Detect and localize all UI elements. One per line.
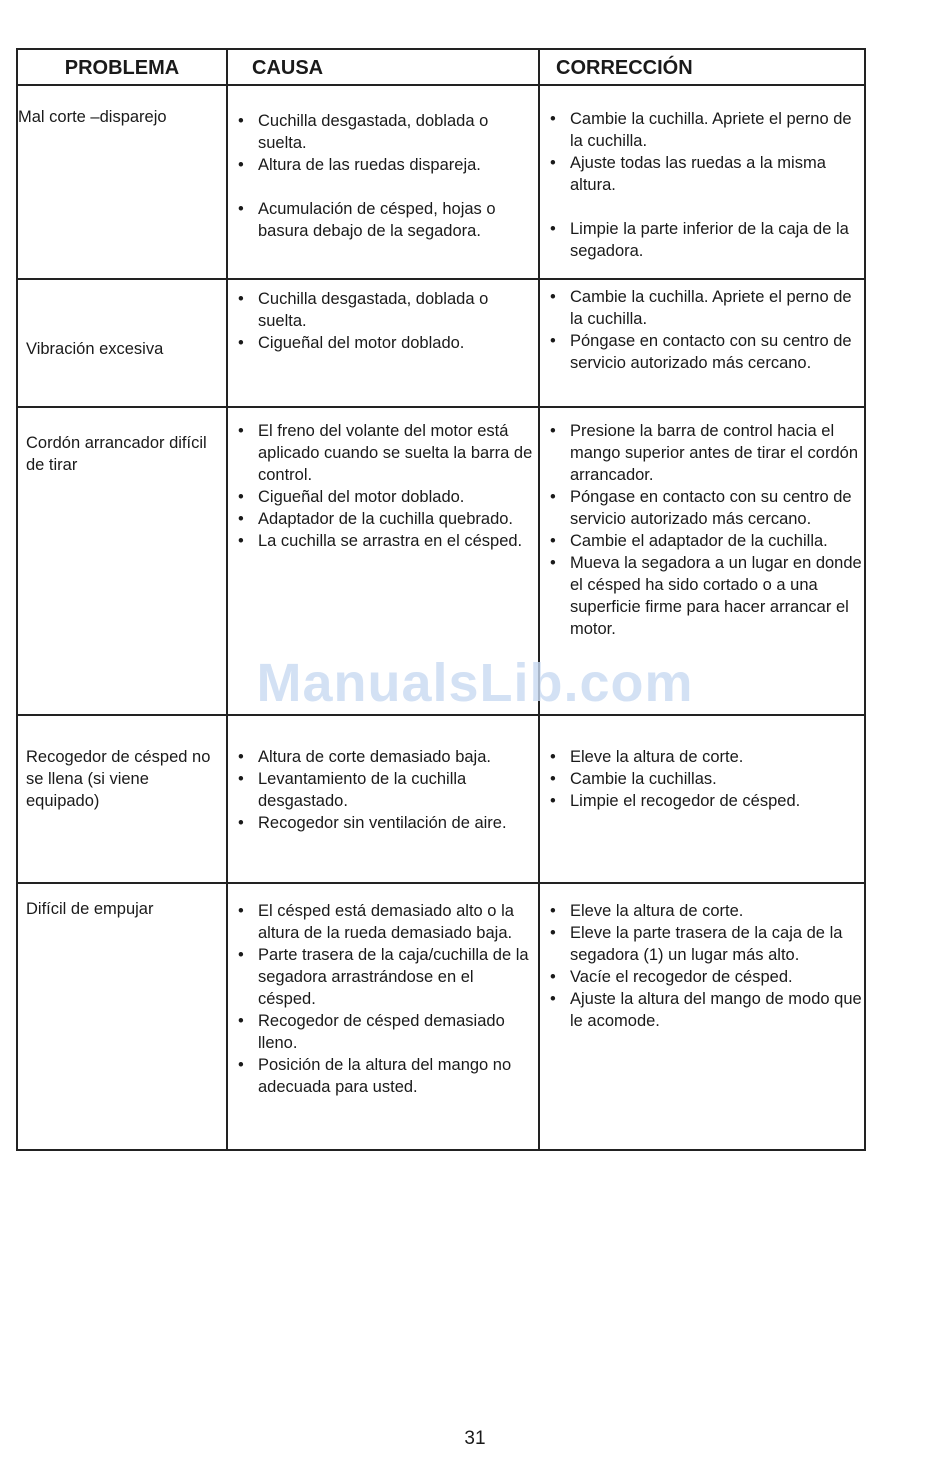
list-item: • Levantamiento de la cuchilla desgastado. xyxy=(234,768,534,812)
list-item: • Recogedor sin ventilación de aire. xyxy=(234,812,534,834)
cause-list xyxy=(234,110,534,242)
list-item: • Altura de las ruedas dispareja. xyxy=(234,154,534,176)
watermark: ManualsLib.com xyxy=(256,653,694,713)
list-item: • Cambie la cuchilla. Apriete el perno de la cuchilla. xyxy=(546,108,862,152)
list-item: • Acumulación de césped, hojas o basura debajo de la segadora. xyxy=(234,198,534,242)
list-item: • Mueva la segadora a un lugar en donde el césped ha sido cortado o a una superficie firme para hacer arrancar el motor. xyxy=(546,552,862,640)
list-item: • Recogedor de césped demasiado lleno. xyxy=(234,1010,534,1054)
list-item: • Cambie la cuchillas. xyxy=(546,768,862,790)
list-item: • Ajuste la altura del mango de modo que le acomode. xyxy=(546,988,862,1032)
list-item: • Cuchilla desgastada, doblada o suelta. xyxy=(234,288,534,332)
list-item: • Póngase en contacto con su centro de servicio autorizado más cercano. xyxy=(546,330,862,374)
list-item: • Cigueñal del motor doblado. xyxy=(234,486,534,508)
header-problema: PROBLEMA xyxy=(64,57,180,79)
list-item: • Presione la barra de control hacia el mango superior antes de tirar el cordón arrancador. xyxy=(546,420,862,486)
list-item: • Eleve la altura de corte. xyxy=(546,746,862,768)
header-causa: CAUSA xyxy=(252,57,324,79)
correction-list xyxy=(546,900,862,1032)
list-item: • Vacíe el recogedor de césped. xyxy=(546,966,862,988)
list-item: • Cigueñal del motor doblado. xyxy=(234,332,534,354)
list-item: • El césped está demasiado alto o la altura de la rueda demasiado baja. xyxy=(234,900,534,944)
list-item: • Ajuste todas las ruedas a la misma altura. xyxy=(546,152,862,196)
correction-list xyxy=(546,108,862,262)
header-correccion: CORRECCIÓN xyxy=(556,57,693,79)
problem-cell: Vibración excesiva xyxy=(26,340,164,358)
list-item: • Parte trasera de la caja/cuchilla de la segadora arrastrándose en el césped. xyxy=(234,944,534,1010)
row-divider xyxy=(18,882,864,884)
list-item: • Eleve la altura de corte. xyxy=(546,900,862,922)
list-item: • Altura de corte demasiado baja. xyxy=(234,746,534,768)
problem-cell: Mal corte –disparejo xyxy=(18,108,167,126)
cause-list xyxy=(234,900,534,1098)
list-item: • Posición de la altura del mango no adecuada para usted. xyxy=(234,1054,534,1098)
list-item: • El freno del volante del motor está aplicado cuando se suelta la barra de control. xyxy=(234,420,534,486)
cause-list xyxy=(234,288,534,354)
problem-cell: Difícil de empujar xyxy=(26,900,154,918)
list-item: • La cuchilla se arrastra en el césped. xyxy=(234,530,534,552)
list-item: • Limpie el recogedor de césped. xyxy=(546,790,862,812)
column-divider xyxy=(538,50,540,1149)
problem-cell: Cordón arrancador difícil de tirar xyxy=(26,434,207,474)
troubleshooting-table xyxy=(16,48,866,1151)
list-item: • Adaptador de la cuchilla quebrado. xyxy=(234,508,534,530)
list-item: • Limpie la parte inferior de la caja de la segadora. xyxy=(546,218,862,262)
correction-list xyxy=(546,420,862,640)
list-item: • Cambie el adaptador de la cuchilla. xyxy=(546,530,862,552)
list-item: • Eleve la parte trasera de la caja de la segadora (1) un lugar más alto. xyxy=(546,922,862,966)
correction-list xyxy=(546,286,862,374)
list-item: • Cambie la cuchilla. Apriete el perno de la cuchilla. xyxy=(546,286,862,330)
header-divider xyxy=(18,84,864,86)
cause-list xyxy=(234,420,534,552)
column-divider xyxy=(226,50,228,1149)
row-divider xyxy=(18,278,864,280)
list-item: • Cuchilla desgastada, doblada o suelta. xyxy=(234,110,534,154)
page-number: 31 xyxy=(464,1428,486,1449)
problem-cell: Recogedor de césped no se llena (si viene equipado) xyxy=(26,748,211,810)
correction-list xyxy=(546,746,862,812)
cause-list xyxy=(234,746,534,834)
row-divider xyxy=(18,714,864,716)
list-item: • Póngase en contacto con su centro de servicio autorizado más cercano. xyxy=(546,486,862,530)
row-divider xyxy=(18,406,864,408)
